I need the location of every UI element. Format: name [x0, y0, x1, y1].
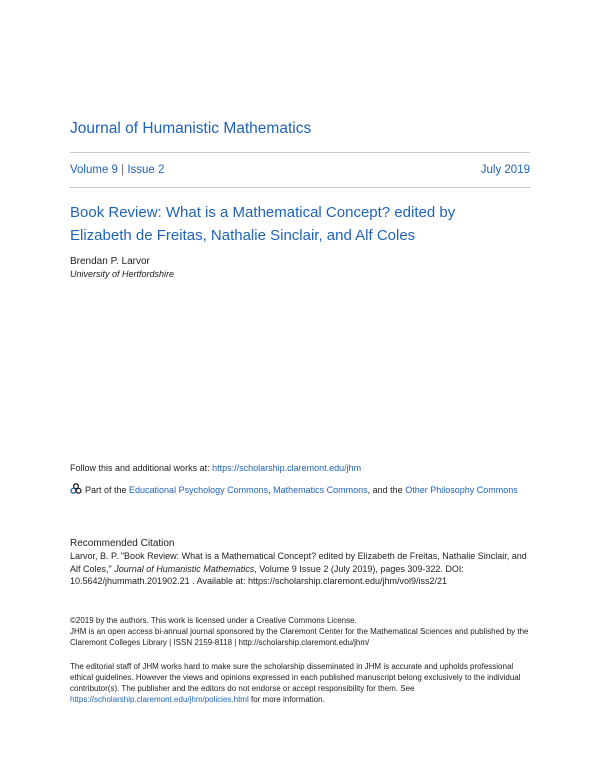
- follow-text: Follow this and additional works at:: [70, 463, 213, 473]
- citation-part-2: , Volume 9 Issue 2 (July 2019), pages 309-322. DOI: 10.5642/jhummath.201902.21 . Available at: https://scholarship.claremont.edu/jhm/vol9/iss2/21: [70, 563, 464, 586]
- sponsor-line: JHM is an open access bi-annual journal sponsored by the Claremont Center for the Mathematical Sciences and published by the Claremont Colleges Library | ISSN 2159-8118 | http://scholarship.claremont.edu/jhm/: [70, 627, 529, 647]
- top-divider: [70, 152, 530, 153]
- citation-journal-name: Journal of Humanistic Mathematics: [114, 563, 255, 574]
- repository-link[interactable]: https://scholarship.claremont.edu/jhm: [212, 463, 362, 473]
- citation-part-1: Larvor, B. P. "Book Review: What is a Mathematical Concept? edited by Elizabeth de Freitas, Nathalie Sinclair, and Alf Coles,": [70, 551, 527, 574]
- editorial-statement: [70, 661, 532, 705]
- part-of-separator-2: , and the: [367, 485, 406, 495]
- issue-separator: |: [117, 164, 128, 176]
- recommended-citation-heading: Recommended Citation: [70, 538, 175, 549]
- part-of-separator-1: ,: [268, 485, 274, 495]
- middle-divider: [70, 187, 530, 188]
- editorial-text: The editorial staff of JHM works hard to make sure the scholarship disseminated in JHM is accurate and upholds professional ethical guidelines. However the views and opinions expressed in each published manuscript belong exclusively to the individual contributor(s). The publisher and the editors do not endorse or accept responsibility for them. See: [70, 662, 521, 693]
- policies-link[interactable]: https://scholarship.claremont.edu/jhm/policies.html: [70, 695, 249, 704]
- license-block: [70, 615, 530, 648]
- other-philosophy-commons-link[interactable]: Other Philosophy Commons: [405, 485, 518, 495]
- license-line: ©2019 by the authors. This work is licensed under a Creative Commons License.: [70, 616, 357, 625]
- educational-psychology-commons-link[interactable]: Educational Psychology Commons: [129, 485, 269, 495]
- recommended-citation-text: [70, 550, 530, 588]
- issue-date: July 2019: [480, 164, 530, 176]
- issue-info: [70, 164, 164, 176]
- follow-line: [70, 462, 361, 475]
- volume-link[interactable]: Volume 9: [70, 164, 118, 176]
- editorial-suffix: for more information.: [248, 695, 325, 704]
- mathematics-commons-link[interactable]: Mathematics Commons: [273, 485, 368, 495]
- article-title[interactable]: Book Review: What is a Mathematical Concept? edited by Elizabeth de Freitas, Nathalie Sinclair, and Alf Coles: [70, 204, 456, 244]
- commons-icon: [70, 483, 82, 495]
- part-of-prefix: Part of the: [85, 485, 130, 495]
- author-affiliation: University of Hertfordshire: [70, 269, 175, 279]
- author-name: Brendan P. Larvor: [70, 256, 150, 267]
- part-of-line: [70, 482, 530, 498]
- issue-link[interactable]: Issue 2: [127, 164, 165, 176]
- journal-title[interactable]: Journal of Humanistic Mathematics: [70, 120, 312, 137]
